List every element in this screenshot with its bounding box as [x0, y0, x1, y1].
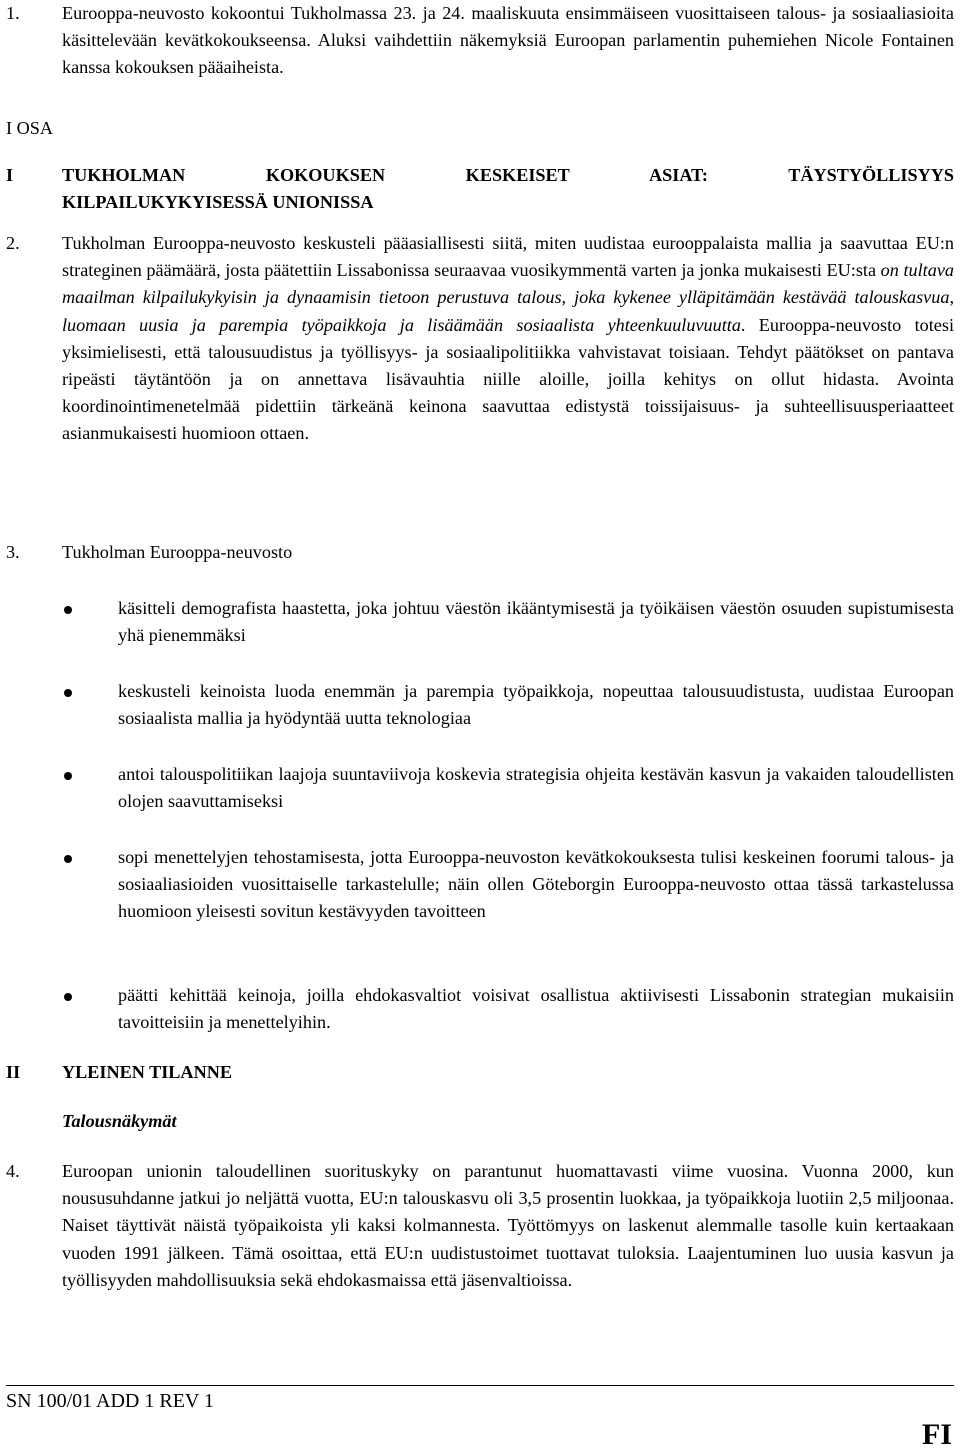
subsection-heading	[6, 1108, 954, 1135]
paragraph-4	[6, 1158, 954, 1294]
list-item	[6, 595, 954, 649]
paragraph-number: 2.	[6, 233, 20, 253]
document-code: SN 100/01 ADD 1 REV 1	[6, 1390, 214, 1412]
list-item	[6, 678, 954, 732]
paragraph-intro: Tukholman Eurooppa-neuvosto	[62, 542, 293, 562]
part-label: I OSA	[6, 118, 53, 138]
paragraph-2	[6, 230, 954, 448]
bullet-icon	[64, 772, 72, 780]
list-item-text: keskusteli keinoista luoda enemmän ja parempia työpaikkoja, nopeuttaa talousuudistusta, uudistaa Euroopan sosiaalista mallia ja hyödyntää uutta teknologiaa	[118, 681, 954, 729]
bullet-icon	[64, 855, 72, 863]
list-item	[6, 982, 954, 1036]
paragraph-text: Euroopan unionin taloudellinen suorituskyky on parantunut huomattavasti viime vuosina. Vuonna 2000, kun noususuhdanne jatkui jo neljättä vuotta, EU:n talouskasvu oli 3,5 prosentin luokkaa, ja työpaikkoja luotiin 2,5 miljoonaa. Naiset täyttivät näistä työpaikoista yli kaksi kolmannesta. Työttömyys on laskenut alemmalle tasolle kuin kertaakaan vuoden 1991 jälkeen. Tämä osoittaa, että EU:n uudistustoimet tuottavat tuloksia. Laajentuminen luo uusia kasvun ja työllisyyden mahdollisuuksia sekä ehdokasmaissa että jäsenvaltioissa.	[62, 1161, 954, 1290]
list-item	[6, 761, 954, 815]
list-item-text: sopi menettelyjen tehostamisesta, jotta Eurooppa-neuvoston kevätkokouksesta tulisi keskeinen foorumi talous- ja sosiaaliasioiden vuosittaiselle tarkastelulle; näin ollen Göteborgin Eurooppa-neuvosto ottaa tässä tarkastelussa huomioon yleisesti sovitun kestävyyden tavoitteen	[118, 847, 954, 922]
paragraph-text-italic: on tultava maailman kilpailukykyisin ja dynaamisin tietoon perustuva talous, joka kykenee ylläpitämään kestävää talouskasvua, luomaan uusia ja parempia työpaikkoja ja lisäämään sosiaalista yhteenkuuluvuutta	[62, 260, 954, 335]
paragraph-text: Eurooppa-neuvosto kokoontui Tukholmassa 23. ja 24. maaliskuuta ensimmäiseen vuosittaiseen talous- ja sosiaaliasioita käsittelevään kevätkokoukseensa. Aluksi vaihdettiin näkemyksiä Euroopan parlamentin puhemiehen Nicole Fontainen kanssa kokouksen pääaiheista.	[62, 3, 954, 78]
section-title-line-2: KILPAILUKYKYISESSÄ UNIONISSA	[62, 192, 374, 212]
paragraph-number: 1.	[6, 3, 20, 23]
paragraph-text	[62, 230, 954, 448]
section-title: YLEINEN TILANNE	[62, 1062, 232, 1082]
bullet-icon	[64, 689, 72, 697]
section-2-heading	[6, 1059, 954, 1086]
list-item-text: käsitteli demografista haastetta, joka johtuu väestön ikääntymisestä ja työikäisen väestön osuuden supistumisesta yhä pienemmäksi	[118, 598, 954, 646]
paragraph-text-part-a: Tukholman Eurooppa-neuvosto keskusteli pääasiallisesti siitä, miten uudistaa eurooppalaista mallia ja saavuttaa EU:n strateginen päämäärä, josta päätettiin Lissabonissa seuraavaa vuosikymmentä varten ja jonka mukaisesti EU:sta	[62, 233, 954, 281]
bullet-icon	[64, 993, 72, 1001]
list-item	[6, 844, 954, 926]
paragraph-1	[6, 0, 954, 82]
paragraph-3	[6, 539, 954, 566]
paragraph-text-part-b: . Eurooppa-neuvosto totesi yksimielisesti, että talousuudistus ja työllisyys- ja sosiaalipolitiikka vahvistavat toisiaan. Tehdyt päätökset on pantava ripeästi täytäntöön ja on annettava lisävauhtia niille aloille, joilla kehitys on ollut hidasta. Avointa koordinointimenetelmää pidettiin tärkeänä keinona saavuttaa edistystä toissijaisuus- ja suhteellisuusperiaatteet asianmukaisesti huomioon ottaen.	[62, 314, 954, 444]
bullet-icon	[64, 606, 72, 614]
section-1-heading	[6, 162, 954, 216]
footer-divider	[6, 1385, 954, 1386]
section-numeral: I	[6, 165, 14, 185]
paragraph-number: 4.	[6, 1161, 20, 1181]
subsection-title: Talousnäkymät	[62, 1111, 177, 1131]
paragraph-number: 3.	[6, 542, 20, 562]
section-numeral: II	[6, 1062, 21, 1082]
list-item-text: antoi talouspolitiikan laajoja suuntaviivoja koskevia strategisia ohjeita kestävän kasvun ja vakaiden taloudellisten olojen saavuttamiseksi	[118, 764, 954, 812]
list-item-text: päätti kehittää keinoja, joilla ehdokasvaltiot voisivat osallistua aktiivisesti Lissabonin strategian mukaisiin tavoitteisiin ja menettelyihin.	[118, 985, 954, 1033]
section-title-line-1: TUKHOLMAN KOKOUKSEN KESKEISET ASIAT: TÄYSTYÖLLISYYS	[62, 165, 954, 185]
language-code: FI	[922, 1418, 952, 1451]
